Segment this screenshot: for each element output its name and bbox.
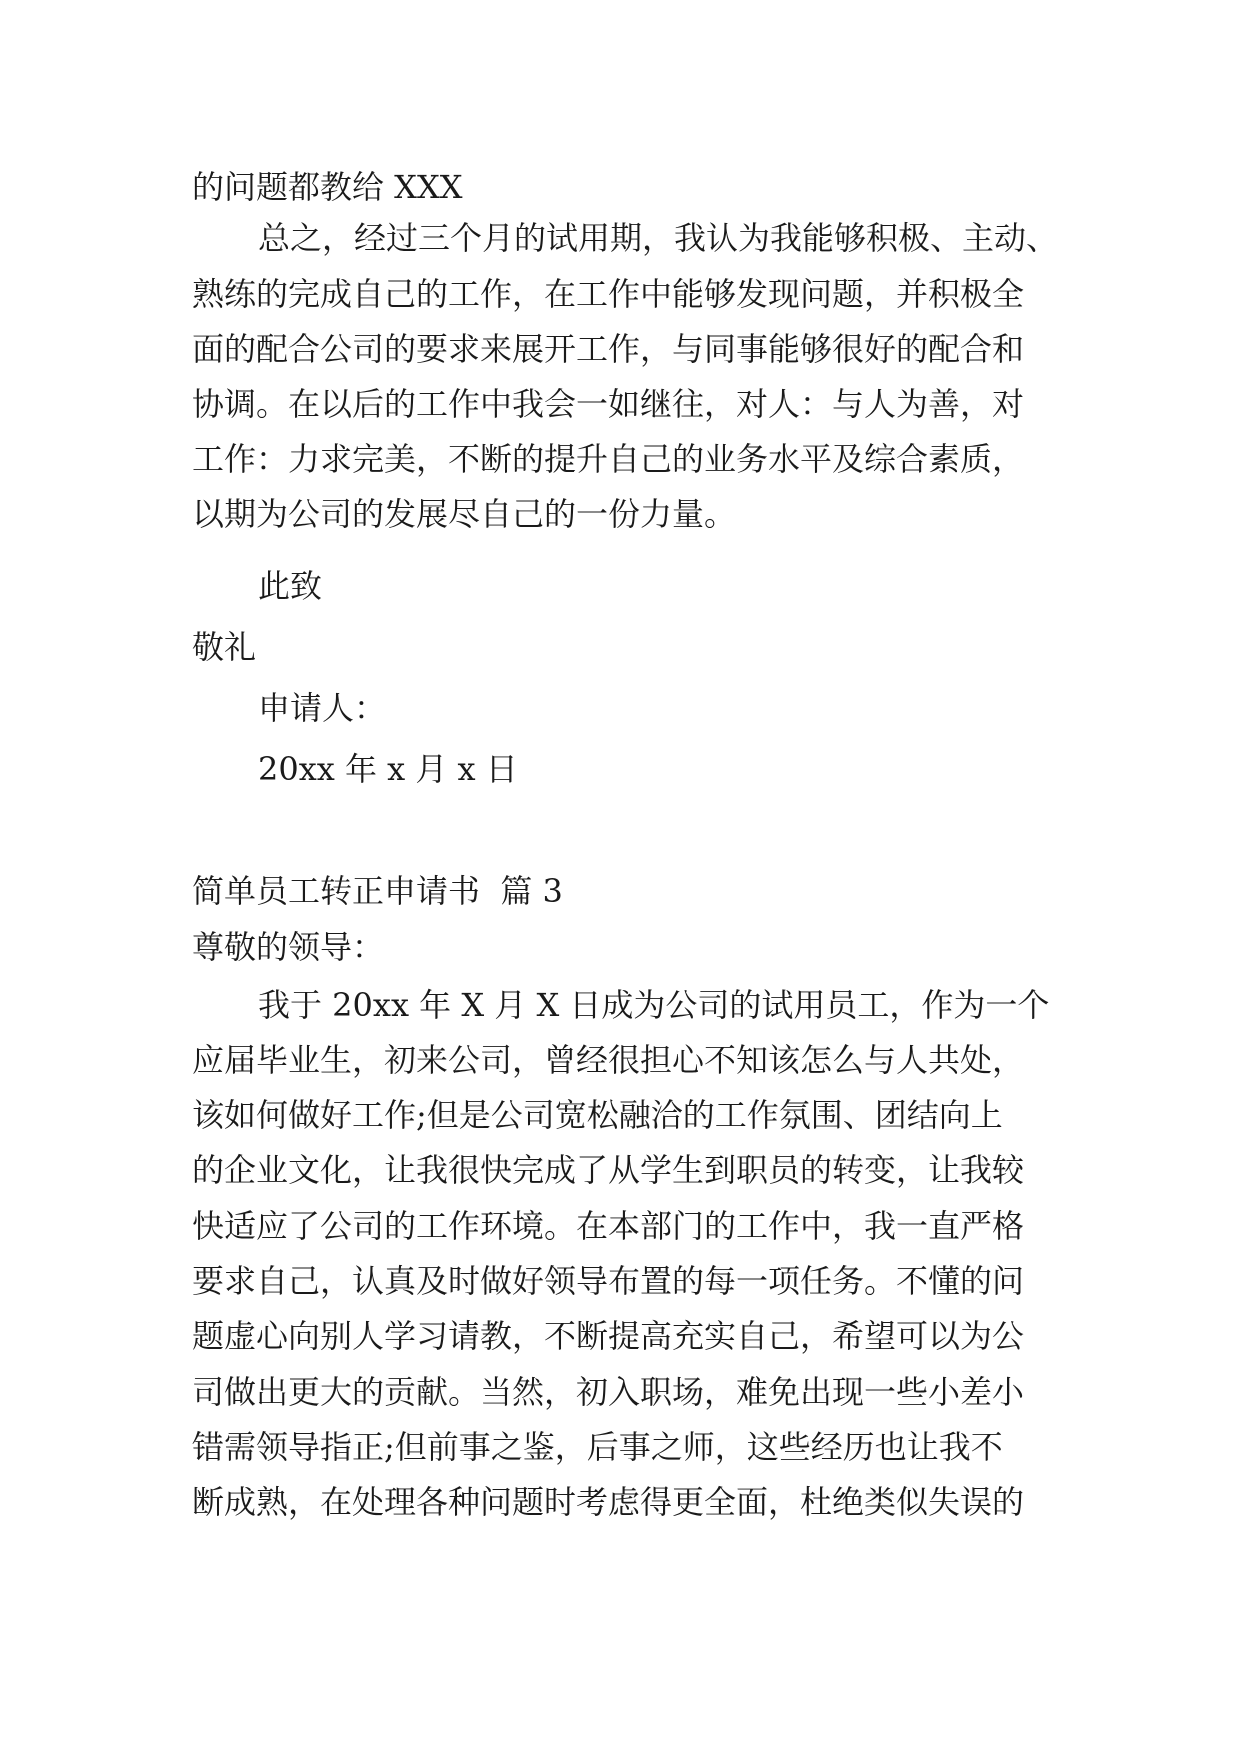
text-line: 此致 bbox=[258, 567, 323, 605]
salutation: 尊敬的领导： bbox=[192, 928, 385, 966]
text-line: 要求自己，认真及时做好领导布置的每一项任务。不懂的问 bbox=[192, 1262, 1025, 1300]
text-line: 快适应了公司的工作环境。在本部门的工作中，我一直严格 bbox=[192, 1207, 1025, 1245]
text-line: 工作：力求完美，不断的提升自己的业务水平及综合素质， bbox=[192, 440, 1025, 478]
section-heading: 简单员工转正申请书 篇 3 bbox=[192, 872, 563, 910]
text-line: 错需领导指正;但前事之鉴，后事之师，这些经历也让我不 bbox=[192, 1428, 1003, 1466]
text-line: 该如何做好工作;但是公司宽松融洽的工作氛围、团结向上 bbox=[192, 1096, 1003, 1134]
text-line: 题虚心向别人学习请教，不断提高充实自己，希望可以为公 bbox=[192, 1317, 1025, 1355]
text-line: 的问题都教给 XXX bbox=[192, 168, 463, 206]
text-line: 申请人： bbox=[258, 689, 387, 727]
text-line: 以期为公司的发展尽自己的一份力量。 bbox=[192, 495, 737, 533]
text-line: 总之，经过三个月的试用期，我认为我能够积极、主动、 bbox=[258, 219, 1059, 257]
text-line: 敬礼 bbox=[192, 628, 257, 666]
text-line: 20xx 年 x 月 x 日 bbox=[258, 750, 518, 788]
text-line: 协调。在以后的工作中我会一如继往，对人：与人为善，对 bbox=[192, 385, 1025, 423]
text-line: 面的配合公司的要求来展开工作，与同事能够很好的配合和 bbox=[192, 330, 1025, 368]
text-line: 熟练的完成自己的工作，在工作中能够发现问题，并积极全 bbox=[192, 275, 1025, 313]
text-line: 的企业文化，让我很快完成了从学生到职员的转变，让我较 bbox=[192, 1151, 1025, 1189]
text-line: 司做出更大的贡献。当然，初入职场，难免出现一些小差小 bbox=[192, 1373, 1025, 1411]
text-line: 应届毕业生，初来公司，曾经很担心不知该怎么与人共处， bbox=[192, 1041, 1025, 1079]
text-line: 我于 20xx 年 X 月 X 日成为公司的试用员工，作为一个 bbox=[258, 986, 1050, 1024]
text-line: 断成熟，在处理各种问题时考虑得更全面，杜绝类似失误的 bbox=[192, 1483, 1025, 1521]
